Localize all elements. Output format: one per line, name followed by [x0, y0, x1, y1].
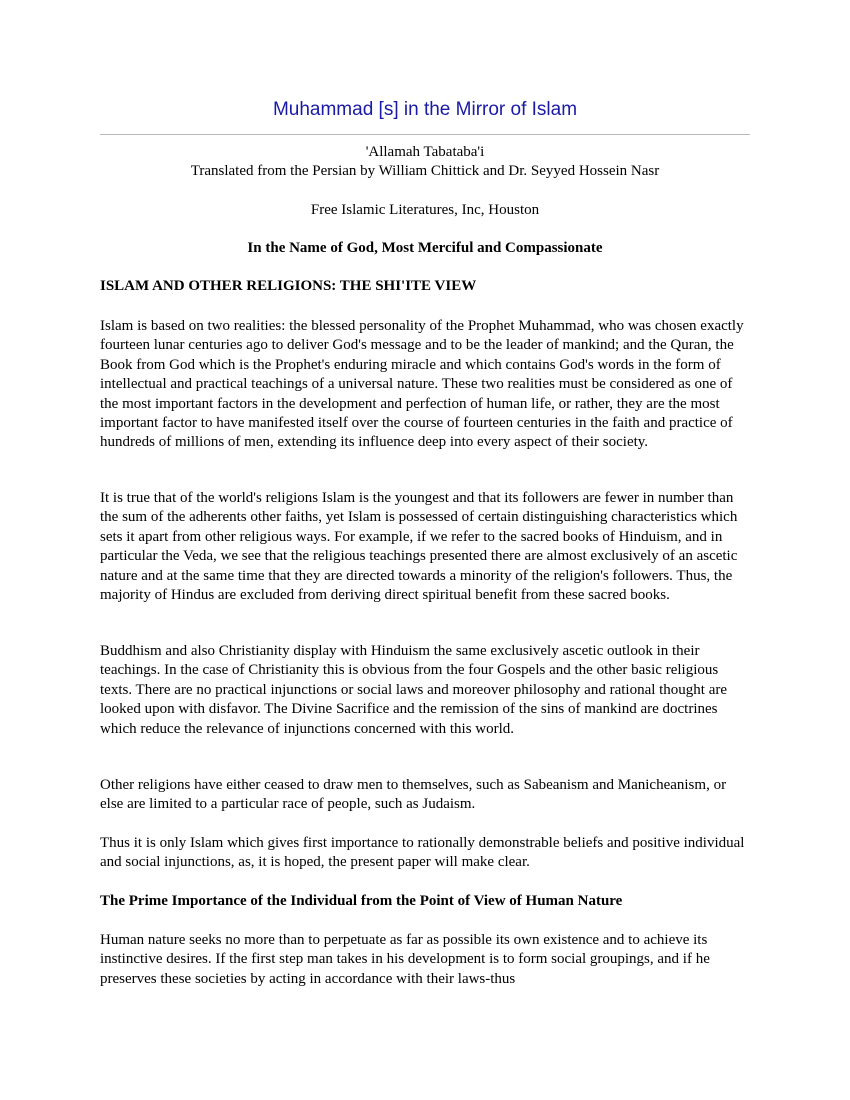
body-paragraph: Thus it is only Islam which gives first importance to rationally demonstrable beliefs and positive individual and social injunctions, as, it is hoped, the present paper will make clear.: [100, 835, 745, 871]
invocation-heading: In the Name of God, Most Merciful and Compassionate: [247, 240, 603, 256]
section-heading: ISLAM AND OTHER RELIGIONS: THE SHI'ITE VIEW: [100, 278, 477, 294]
body-paragraph: It is true that of the world's religions Islam is the youngest and that its followers are fewer in number than the sum of the adherents other faiths, yet Islam is possessed of certain distinguishing characteristics which sets it apart from other religious ways. For example, if we refer to the sacred books of Hinduism, and in particular the Veda, we see that the religious teachings presented there are almost exclusively of an ascetic nature and at the same time that they are directed towards a minority of the religion's followers. Thus, the majority of Hindus are excluded from deriving direct spiritual benefit from these sacred books.: [100, 490, 738, 604]
body-paragraph: Human nature seeks no more than to perpetuate as far as possible its own existence and to achieve its instinctive desires. If the first step man takes in his development is to form social groupings, and if he preserves these societies by acting in accordance with their laws-thus: [100, 932, 710, 987]
body-paragraph: Buddhism and also Christianity display with Hinduism the same exclusively ascetic outlook in their teachings. In the case of Christianity this is obvious from the four Gospels and the other basic religious texts. There are no practical injunctions or social laws and moreover philosophy and rational thought are looked upon with disfavor. The Divine Sacrifice and the remission of the sins of mankind are doctrines which reduce the relevance of injunctions concerned with this world.: [100, 643, 728, 737]
body-paragraph: Other religions have either ceased to draw men to themselves, such as Sabeanism and Manicheanism, or else are limited to a particular race of people, such as Judaism.: [100, 777, 727, 813]
title-divider: [100, 134, 750, 135]
document-title: Muhammad [s] in the Mirror of Islam: [272, 99, 578, 120]
author-line: 'Allamah Tabataba'i: [365, 144, 485, 160]
subsection-heading: The Prime Importance of the Individual from the Point of View of Human Nature: [100, 893, 623, 909]
publisher-line: Free Islamic Literatures, Inc, Houston: [310, 202, 540, 218]
translator-line: Translated from the Persian by William Chittick and Dr. Seyyed Hossein Nasr: [190, 163, 660, 179]
body-paragraph: Islam is based on two realities: the blessed personality of the Prophet Muhammad, who was chosen exactly fourteen lunar centuries ago to deliver God's message and to be the leader of mankind; and the Quran, the Book from God which is the Prophet's enduring miracle and which contains God's words in the form of intellectual and practical teachings of a universal nature. These two realities must be considered as one of the most important factors in the development and perfection of human life, or rather, they are the most important factor to have manifested itself over the course of fourteen centuries in the faith and practice of hundreds of millions of men, extending its influence deep into every aspect of their society.: [100, 318, 744, 451]
